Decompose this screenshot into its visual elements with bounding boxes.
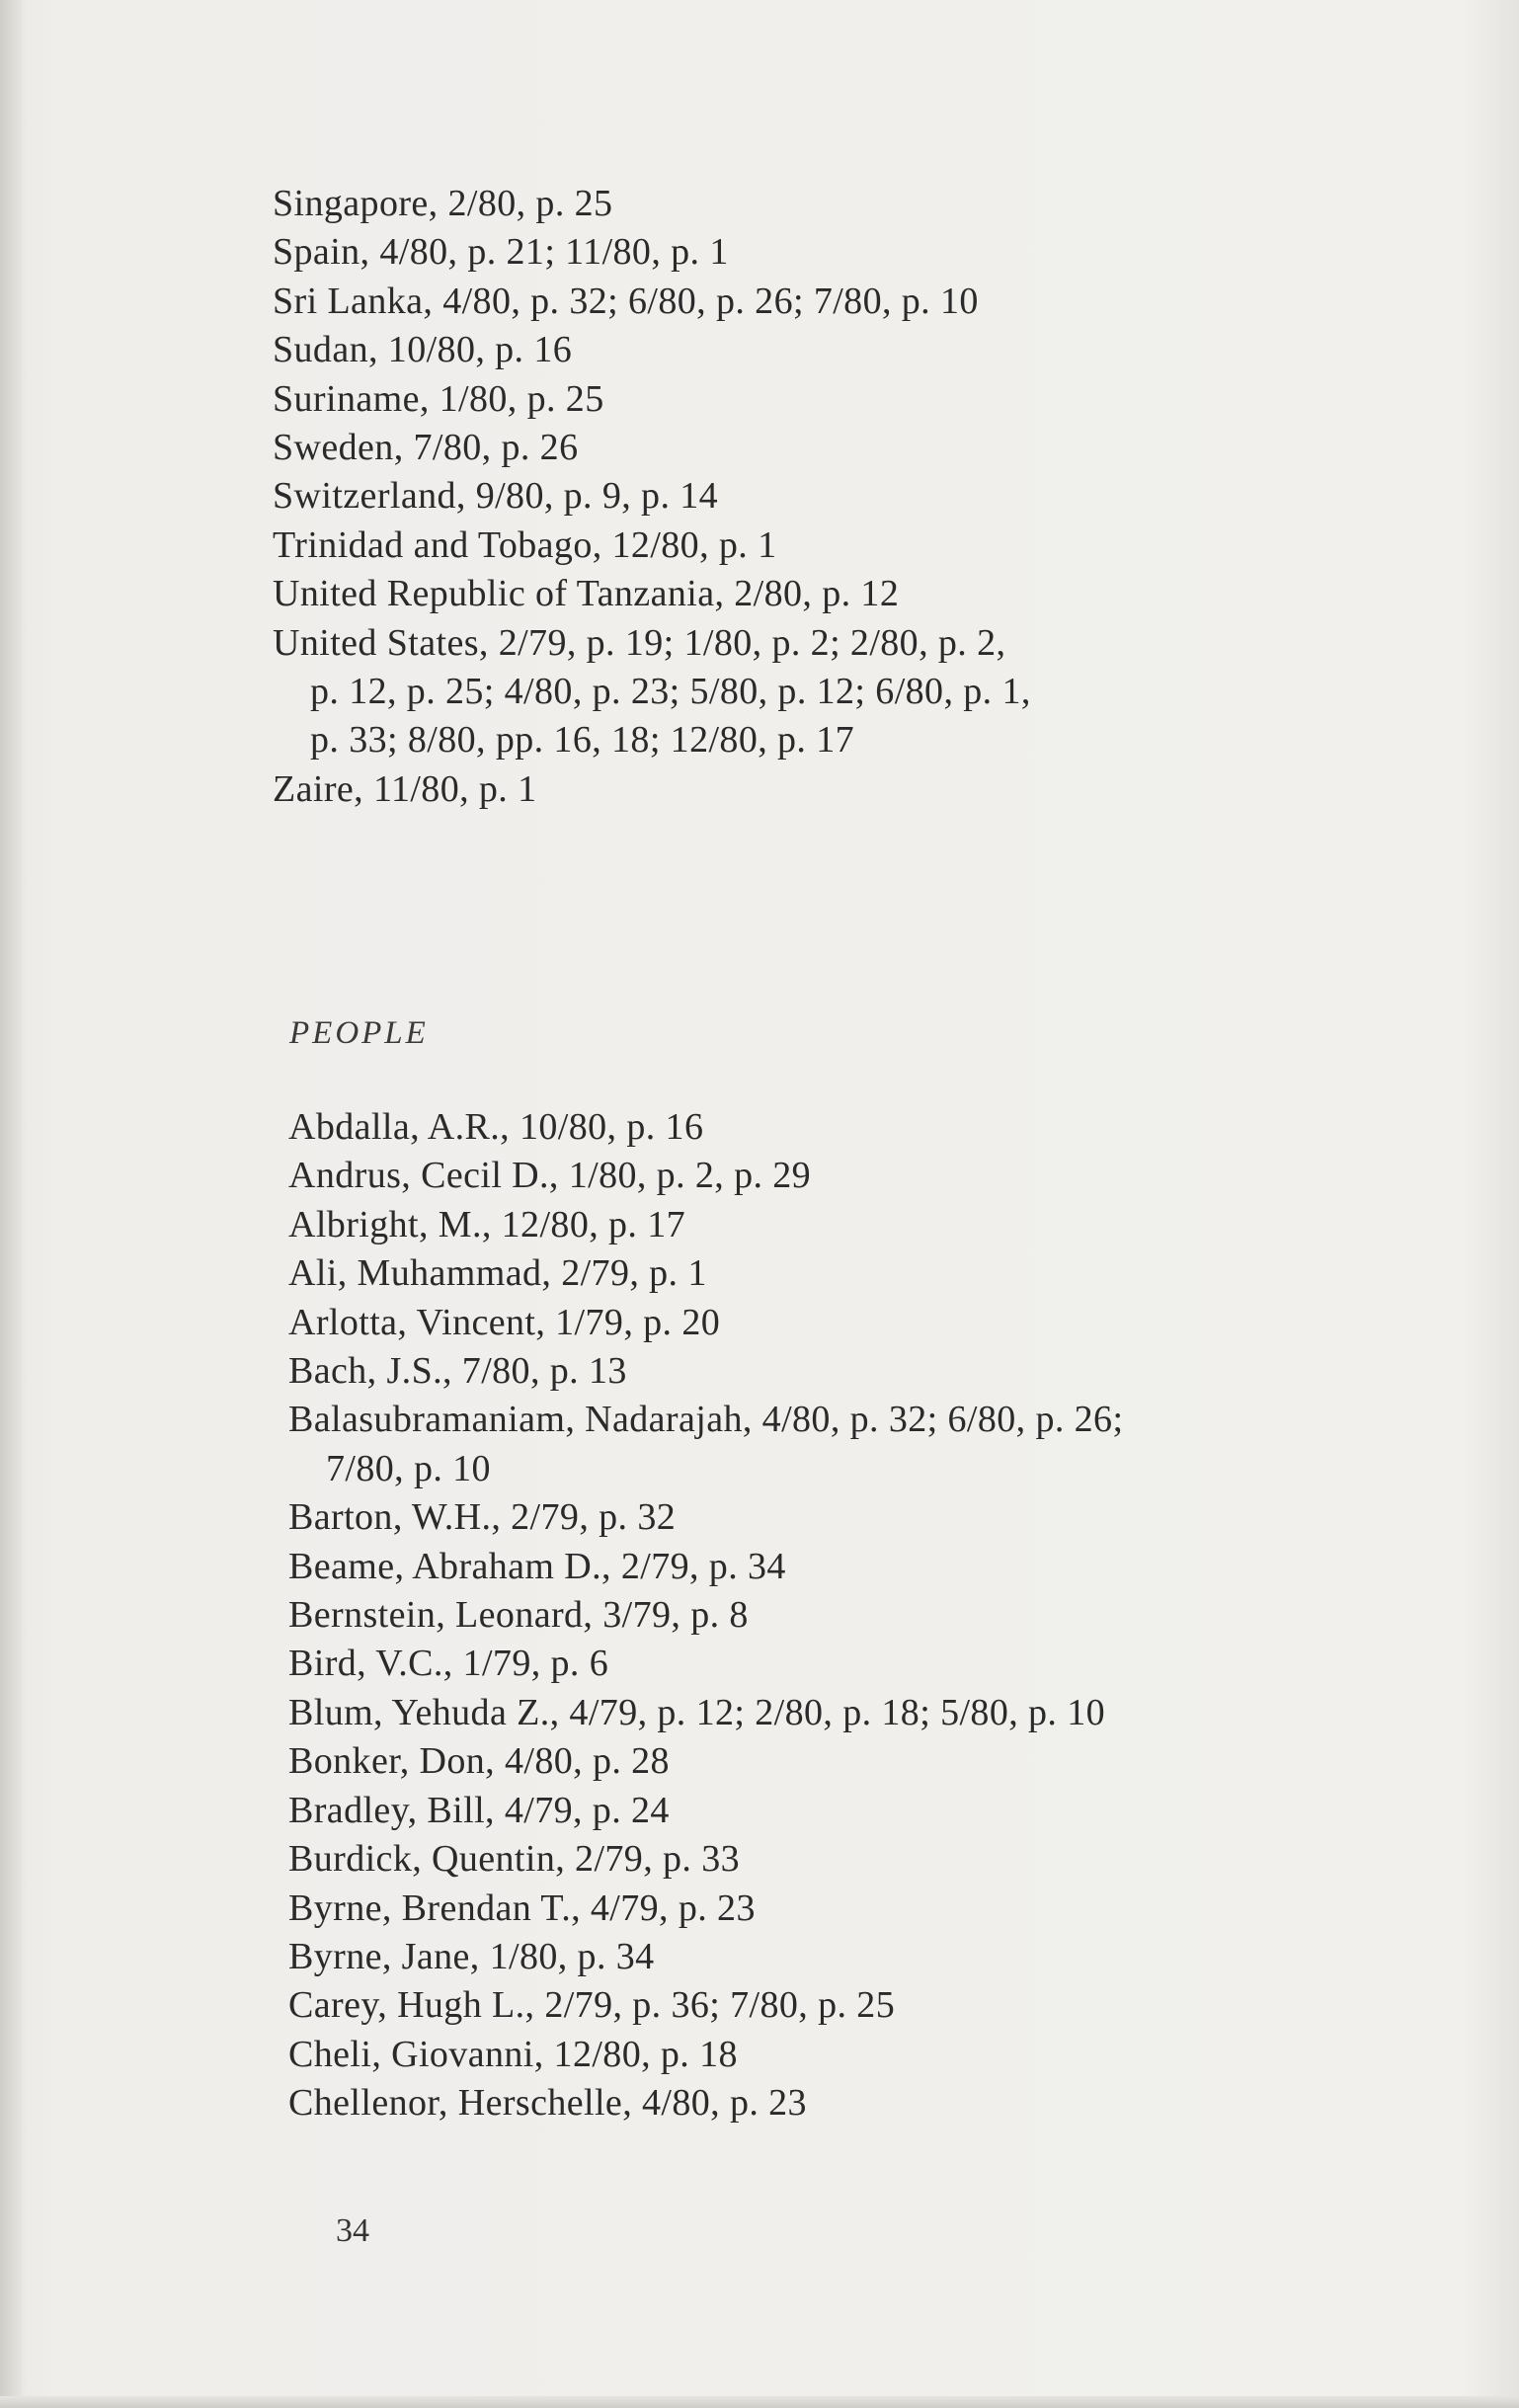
index-entry bbox=[288, 1543, 1123, 1591]
index-entry-text: Bach, J.S., 7/80, p. 13 bbox=[288, 1350, 627, 1393]
index-entry bbox=[288, 1787, 1123, 1835]
index-entry-text: Arlotta, Vincent, 1/79, p. 20 bbox=[288, 1301, 721, 1343]
index-entry-text: Bonker, Don, 4/80, p. 28 bbox=[288, 1740, 670, 1783]
index-entry-text: Bernstein, Leonard, 3/79, p. 8 bbox=[288, 1594, 749, 1637]
index-entry-text: Byrne, Brendan T., 4/79, p. 23 bbox=[288, 1886, 756, 1929]
index-entry-text: Chellenor, Herschelle, 4/80, p. 23 bbox=[288, 2082, 807, 2125]
index-entry-text: Trinidad and Tobago, 12/80, p. 1 bbox=[273, 523, 777, 566]
index-entry-text: Sri Lanka, 4/80, p. 32; 6/80, p. 26; 7/80, p. 10 bbox=[273, 280, 979, 322]
index-entry-text: United Republic of Tanzania, 2/80, p. 12 bbox=[273, 573, 900, 615]
index-entry bbox=[288, 1103, 1123, 1152]
index-entry-continuation: p. 33; 8/80, pp. 16, 18; 12/80, p. 17 bbox=[310, 719, 855, 762]
index-entry-text: Spain, 4/80, p. 21; 11/80, p. 1 bbox=[273, 231, 729, 274]
index-entry bbox=[288, 1640, 1123, 1688]
index-entry-text: Balasubramaniam, Nadarajah, 4/80, p. 32; 6/80, p. 26; bbox=[288, 1399, 1124, 1441]
index-entry-text: Andrus, Cecil D., 1/80, p. 2, p. 29 bbox=[288, 1155, 812, 1197]
index-entry bbox=[288, 1737, 1123, 1786]
index-entry-text: Cheli, Giovanni, 12/80, p. 18 bbox=[288, 2033, 738, 2075]
index-entry bbox=[273, 228, 1031, 277]
index-entry-text: Ali, Muhammad, 2/79, p. 1 bbox=[288, 1252, 707, 1295]
index-entry bbox=[288, 1152, 1123, 1200]
page-number: 34 bbox=[336, 2212, 369, 2249]
index-entry-text: Carey, Hugh L., 2/79, p. 36; 7/80, p. 25 bbox=[288, 1984, 896, 2027]
index-entry bbox=[273, 570, 1031, 618]
index-entry bbox=[288, 1933, 1123, 1981]
index-entry-text: Blum, Yehuda Z., 4/79, p. 12; 2/80, p. 18; 5/80, p. 10 bbox=[288, 1691, 1106, 1733]
index-entry bbox=[273, 375, 1031, 424]
index-entry bbox=[273, 326, 1031, 374]
index-entry-text: Sudan, 10/80, p. 16 bbox=[273, 329, 573, 371]
index-entry bbox=[288, 1981, 1123, 2030]
page-binding-edge bbox=[0, 0, 22, 2408]
index-entry bbox=[273, 278, 1031, 326]
index-entry-text: Burdick, Quentin, 2/79, p. 33 bbox=[288, 1838, 741, 1881]
index-entry bbox=[288, 1835, 1123, 1884]
index-entry-text: Singapore, 2/80, p. 25 bbox=[273, 183, 613, 224]
index-entry bbox=[288, 1299, 1123, 1347]
index-entry-text: Beame, Abraham D., 2/79, p. 34 bbox=[288, 1545, 786, 1587]
page-bottom-edge bbox=[0, 2396, 1519, 2408]
index-entry bbox=[273, 424, 1031, 472]
index-entry-text: Barton, W.H., 2/79, p. 32 bbox=[288, 1496, 677, 1539]
index-entry bbox=[288, 1591, 1123, 1640]
index-entry bbox=[288, 1396, 1123, 1493]
people-index-list bbox=[288, 1103, 1123, 2128]
index-entry-text: Albright, M., 12/80, p. 17 bbox=[288, 1203, 686, 1245]
index-entry bbox=[288, 2031, 1123, 2079]
index-entry-continuation: p. 12, p. 25; 4/80, p. 23; 5/80, p. 12; 6/80, p. 1, bbox=[310, 671, 1031, 713]
index-entry bbox=[288, 1689, 1123, 1737]
index-entry bbox=[288, 1201, 1123, 1249]
index-entry-text: Switzerland, 9/80, p. 9, p. 14 bbox=[273, 475, 719, 518]
index-entry-text: Bradley, Bill, 4/79, p. 24 bbox=[288, 1789, 670, 1831]
index-entry bbox=[273, 472, 1031, 521]
people-section-heading: PEOPLE bbox=[289, 1015, 429, 1051]
index-entry bbox=[273, 522, 1031, 570]
index-entry-text: Zaire, 11/80, p. 1 bbox=[273, 767, 537, 810]
places-index-list bbox=[273, 180, 1031, 814]
index-entry-text: Byrne, Jane, 1/80, p. 34 bbox=[288, 1935, 655, 1977]
index-entry-text: Suriname, 1/80, p. 25 bbox=[273, 377, 604, 420]
index-entry bbox=[288, 1885, 1123, 1933]
index-entry bbox=[273, 180, 1031, 228]
index-entry bbox=[273, 619, 1031, 765]
index-entry bbox=[288, 1493, 1123, 1542]
index-entry bbox=[288, 1249, 1123, 1298]
index-entry bbox=[288, 2079, 1123, 2127]
index-entry-text: Bird, V.C., 1/79, p. 6 bbox=[288, 1643, 609, 1685]
index-entry bbox=[273, 765, 1031, 814]
index-entry-continuation: 7/80, p. 10 bbox=[326, 1447, 491, 1489]
index-entry-text: United States, 2/79, p. 19; 1/80, p. 2; 2/80, p. 2, bbox=[273, 621, 1006, 664]
index-entry bbox=[288, 1347, 1123, 1396]
index-entry-text: Sweden, 7/80, p. 26 bbox=[273, 427, 579, 469]
index-entry-text: Abdalla, A.R., 10/80, p. 16 bbox=[288, 1106, 704, 1148]
